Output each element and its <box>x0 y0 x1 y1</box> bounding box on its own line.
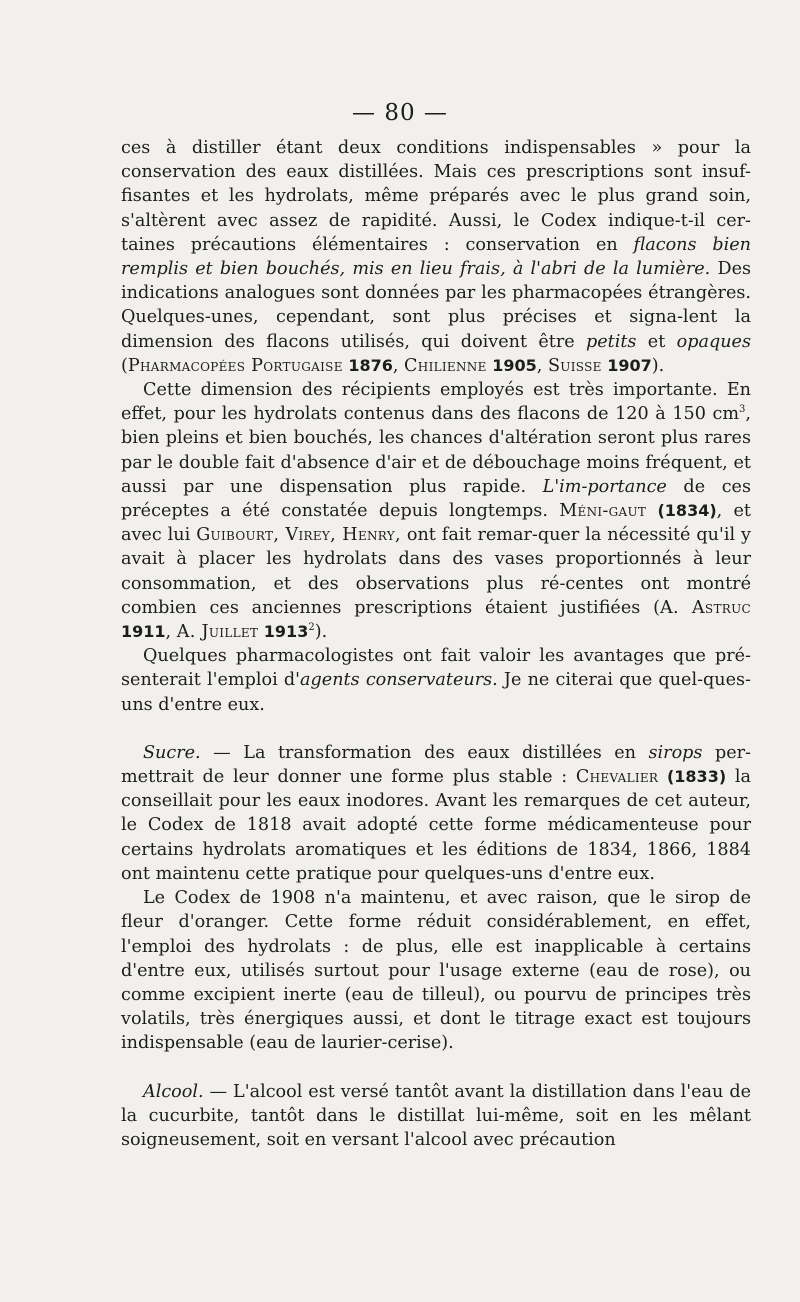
text-run: ont fait remar-quer la nécessité qu'il y avait à placer les hydrolats dans des vases proportionnés à leur consommation, et des observations plus ré-centes ont montré combien ces anciennes prescriptions étaient justifiées ( <box>121 525 751 618</box>
text-run: ces à distiller étant deux conditions indispensables » pour la conservation des eaux distillées. Mais ces prescriptions sont insuf-fisantes et les hydrolats, même préparés avec le plus grand soin, s'altèrent avec assez de rapidité. Aussi, le Codex indique-t-il cer-taines précautions élémentaires : conservation en <box>121 138 751 255</box>
text-run: Le Codex de 1908 n'a maintenu, et avec raison, que le sirop de fleur d'oranger. Cette forme réduit considérablement, en effet, l'emploi des hydrolats : de plus, elle est inapplicable à certains d'entre eux, utilisés surtout pour l'usage externe (eau de rose), ou comme excipient inerte (eau de tilleul), ou pourvu de principes très volatils, très énergiques aussi, et dont le titrage exact est toujours indispensable (eau de laurier-cerise). <box>121 888 751 1054</box>
citation-name: A. Juillet <box>176 622 259 643</box>
paragraph-2 <box>121 378 751 644</box>
text-run: , <box>165 622 177 643</box>
text-run: Cette dimension des récipients employés est très importante. En effet, pour les hydrolats contenus dans des flacons de 120 à 150 cm <box>121 380 751 425</box>
citation-year: (1834) <box>646 501 717 521</box>
citation-name: Chilienne <box>404 355 487 376</box>
citation-name: Pharmacopées Portugaise <box>127 355 343 376</box>
citation-name: A. Astruc <box>659 597 751 618</box>
citation-name: Guibourt, Virey, Henry, <box>196 525 401 546</box>
paragraph-6 <box>121 1080 751 1153</box>
italic-phrase: agents conservateurs. <box>300 670 498 691</box>
paragraph-3 <box>121 644 751 717</box>
italic-word: L'im-portance <box>542 476 667 497</box>
text-run: de ces préceptes a été constatée depuis longtemps. <box>121 476 751 522</box>
section-heading: Sucre. <box>143 742 201 763</box>
text-run: , et avec lui <box>121 501 752 546</box>
citation-year: 1913 <box>258 622 309 642</box>
page-number: — 80 — <box>352 100 448 126</box>
citation-year: 1876 <box>342 355 393 375</box>
italic-word: sirops <box>648 742 703 763</box>
text-run: per-mettrait de leur donner une forme plus stable : <box>121 742 751 788</box>
text-run: ( <box>121 355 128 376</box>
text-run: Je ne citerai que quel-ques-uns d'entre eux. <box>121 670 751 715</box>
body-text <box>121 136 751 1152</box>
italic-phrase: flacons bien remplis et bien bouchés, mis en lieu frais, à l'abri de la lumière. <box>121 234 751 280</box>
text-run: ). <box>314 622 328 643</box>
citation-name: Chevalier <box>575 767 659 788</box>
paragraph-4 <box>121 741 751 886</box>
text-run: et <box>636 331 677 352</box>
text-run: — L'alcool est versé tantôt avant la distillation dans l'eau de la cucurbite, tantôt dans le distillat lui-même, soit en les mêlant soigneusement, soit en versant l'alcool avec précaution <box>121 1081 751 1150</box>
citation-name: Suisse <box>547 355 602 376</box>
text-run: — La transformation des eaux distillées en <box>200 742 649 763</box>
citation-year: 1905 <box>486 355 537 375</box>
citation-name: Méni-gaut <box>559 501 647 522</box>
paragraph-5 <box>121 886 751 1055</box>
section-heading: Alcool. <box>143 1081 204 1102</box>
text-run: Des indications analogues sont données par les pharmacopées étrangères. Quelques-unes, cependant, sont plus précises et signa-lent la dimension des flacons utilisés, qui doivent être <box>121 259 752 352</box>
text-run: Quelques pharmacologistes ont fait valoir les avantages que pré-senterait l'emploi d' <box>121 646 751 691</box>
citation-year: 1907 <box>601 355 652 375</box>
footnote-marker: 2 <box>308 622 315 634</box>
citation-year: 1911 <box>121 622 166 642</box>
text-run: , <box>392 355 405 376</box>
text-run: la conseillait pour les eaux inodores. Avant les remarques de cet auteur, le Codex de 1818 avait adopté cette forme médicamenteuse pour certains hydrolats aromatiques et les éditions de 1834, 1866, 1884 ont maintenu cette pratique pour quelques-uns d'entre eux. <box>121 767 751 884</box>
superscript: 3 <box>739 404 746 416</box>
citation-year: (1833) <box>658 767 727 787</box>
italic-word: opaques <box>676 331 751 352</box>
text-run: , <box>536 355 548 376</box>
text-run: ). <box>651 355 665 376</box>
paragraph-1 <box>121 136 751 378</box>
text-run: , bien pleins et bien bouchés, les chances d'altération seront plus rares par le double fait d'absence d'air et de débouchage moins fréquent, et aussi par une dispensation plus rapide. <box>121 404 751 497</box>
italic-word: petits <box>585 331 637 352</box>
